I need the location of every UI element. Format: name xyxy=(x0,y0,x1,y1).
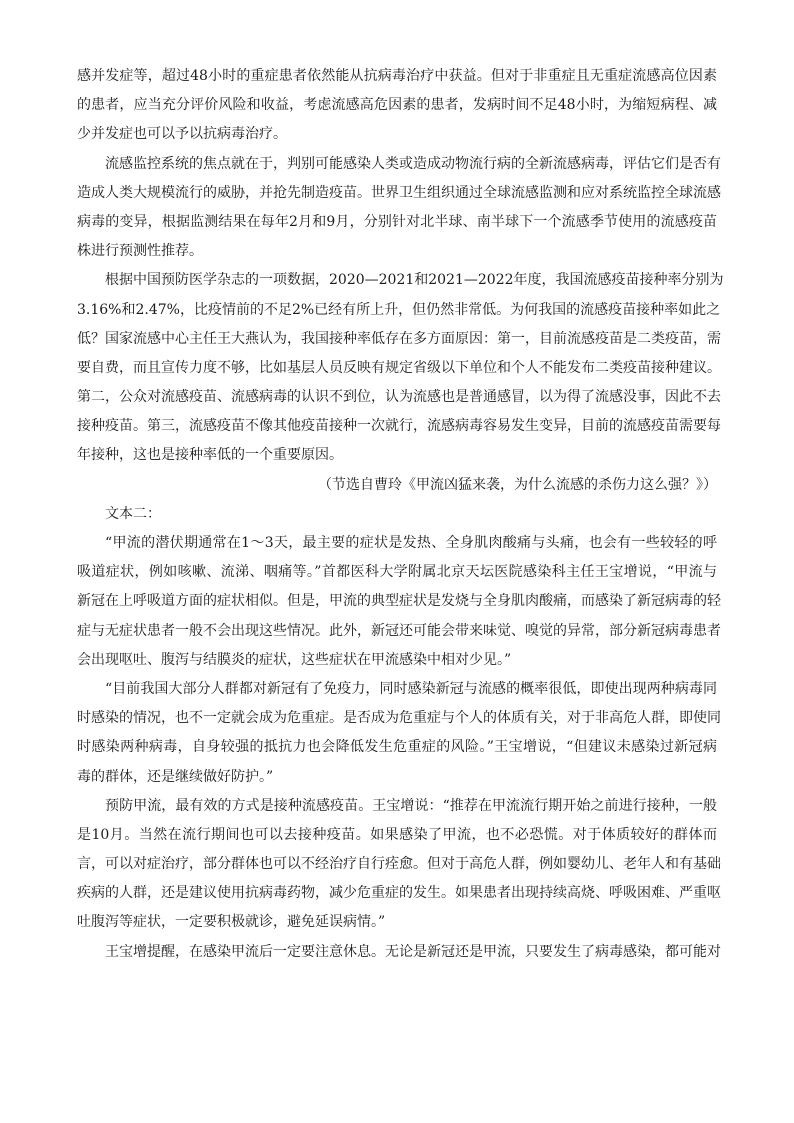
section-heading-text-two xyxy=(77,500,717,529)
paragraph-1 xyxy=(77,62,717,150)
text-line: “甲流的潜伏期通常在1～3天，最主要的症状是发热、全身肌肉酸痛与头痛，也会有一些较轻的呼 xyxy=(105,535,717,551)
paragraph-2 xyxy=(77,150,721,267)
paragraph-3 xyxy=(77,266,724,470)
text-line: 年接种，这也是接种率低的一个重要原因。 xyxy=(77,447,343,464)
section-label: 文本二： xyxy=(105,505,161,522)
text-line: 第二，公众对流感疫苗、流感病毒的认识不到位，认为流感也是普通感冒，以为得了流感没事，因此不去 xyxy=(77,389,721,406)
text-line: 疾病的人群，还是建议使用抗病毒药物，减少危重症的发生。如果患者出现持续高烧、呼吸困难、严重呕 xyxy=(77,885,721,902)
text-line: 株进行预测性推荐。 xyxy=(77,243,203,260)
text-line: 预防甲流，最有效的方式是接种流感疫苗。王宝增说：“推荐在甲流流行期开始之前进行接种，一般 xyxy=(105,797,717,814)
text-line: 毒的群体，还是继续做好防护。” xyxy=(77,768,274,785)
text-line: 时感染的情况，也不一定就会成为危重症。是否成为危重症与个人的体质有关，对于非高危人群，即使同 xyxy=(77,710,721,727)
citation-line: （节选自曹玲《甲流凶猛来袭，为什么流感的杀伤力这么强？》） xyxy=(318,476,717,493)
text-line: 3.16%和2.47%，比疫情前的不足2%已经有所上升，但仍然非常低。为何我国的流感疫苗接种率如此之 xyxy=(77,301,721,318)
text-line: “目前我国大部分人群都对新冠有了免疫力，同时感染新冠与流感的概率很低，即使出现两种病毒同 xyxy=(105,680,717,697)
text-line: 少并发症也可以予以抗病毒治疗。 xyxy=(77,126,287,143)
text-line: 吸道症状，例如咳嗽、流涕、咽痛等。”首都医科大学附属北京天坛医院感染科主任王宝增说，“甲流与 xyxy=(77,564,717,581)
text-line: 症与无症状患者一般不会出现这些情况。此外，新冠还可能会带来味觉、嗅觉的异常，部分新冠病毒患者 xyxy=(77,622,721,639)
text-line: 病毒的变异，根据监测结果在每年2月和9月，分别针对北半球、南半球下一个流感季节使用的流感疫苗 xyxy=(77,213,717,230)
paragraph-7 xyxy=(77,938,721,967)
paragraph-5 xyxy=(77,675,721,792)
text-line: 会出现呕吐、腹泻与结膜炎的症状，这些症状在甲流感染中相对少见。” xyxy=(77,651,512,668)
source-citation xyxy=(77,471,717,500)
text-line: 要自费，而且宣传力度不够，比如基层人员反映有规定省级以下单位和个人不能发布二类疫苗接种建议。 xyxy=(77,359,721,376)
text-line: 王宝增提醒，在感染甲流后一定要注意休息。无论是新冠还是甲流，只要发生了病毒感染，都可能对 xyxy=(105,943,721,960)
text-line: 是10月。当然在流行期间也可以去接种疫苗。如果感染了甲流，也不必恐慌。对于体质较好的群体而 xyxy=(77,826,717,843)
text-line: 造成人类大规模流行的威胁，并抢先制造疫苗。世界卫生组织通过全球流感监测和应对系统监控全球流感 xyxy=(77,184,721,201)
paragraph-4 xyxy=(77,529,721,675)
text-line: 感并发症等，超过48小时的重症患者依然能从抗病毒治疗中获益。但对于非重症且无重症流感高位因素 xyxy=(77,68,717,84)
text-line: 接种疫苗。第三，流感疫苗不像其他疫苗接种一次就行，流感病毒容易发生变异，目前的流感疫苗需要每 xyxy=(77,418,721,435)
text-line: 言，可以对症治疗，部分群体也可以不经治疗自行痊愈。但对于高危人群，例如婴幼儿、老年人和有基础 xyxy=(77,856,721,873)
paragraph-6 xyxy=(77,792,721,938)
text-line: 根据中国预防医学杂志的一项数据，2020—2021和2021—2022年度，我国流感疫苗接种率分别为 xyxy=(105,272,724,289)
text-line: 吐腹泻等症状，一定要积极就诊，避免延误病情。” xyxy=(77,914,386,931)
document-page xyxy=(77,62,724,967)
text-line: 流感监控系统的焦点就在于，判别可能感染人类或造成动物流行病的全新流感病毒，评估它们是否有 xyxy=(105,155,721,172)
text-line: 的患者，应当充分评价风险和收益，考虑流感高危因素的患者，发病时间不足48小时，为缩短病程、减 xyxy=(77,97,717,114)
text-line: 新冠在上呼吸道方面的症状相似。但是，甲流的典型症状是发烧与全身肌肉酸痛，而感染了新冠病毒的轻 xyxy=(77,593,721,610)
text-line: 时感染两种病毒，自身较强的抵抗力也会降低发生危重症的风险。”王宝增说，“但建议未感染过新冠病 xyxy=(77,739,717,756)
text-line: 低？国家流感中心主任王大燕认为，我国接种率低存在多方面原因：第一，目前流感疫苗是二类疫苗，需 xyxy=(77,330,721,347)
